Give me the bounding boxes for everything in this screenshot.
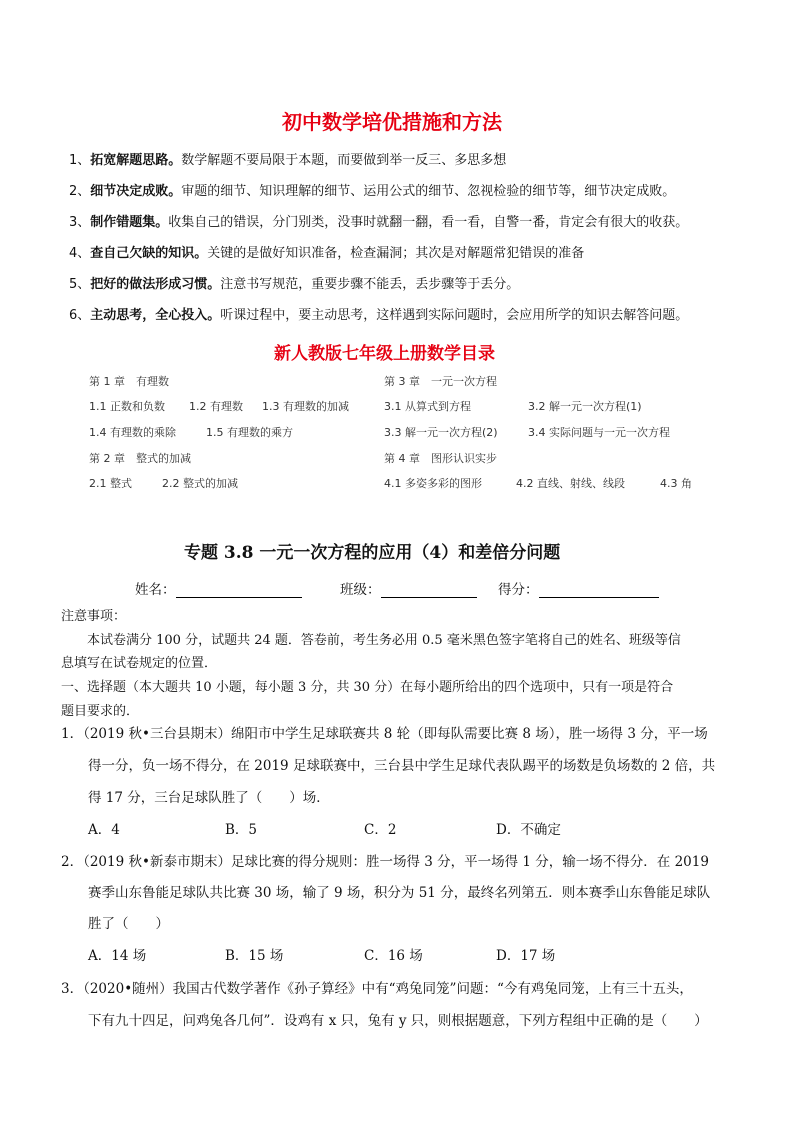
toc-item: 3.2 解一元一次方程(1) xyxy=(528,400,642,413)
notice-text: 本试卷满分 100 分，试题共 24 题．答卷前，考生务必用 0.5 毫米黑色签字笔将自己的姓名、班级等信 xyxy=(87,633,681,648)
topic-title: 专题 3.8 一元一次方程的应用（4）和差倍分问题 xyxy=(184,543,561,563)
notice-text: 息填写在试卷规定的位置． xyxy=(61,656,218,671)
toc-item: 3.3 解一元一次方程(2) xyxy=(384,426,498,439)
section-heading: 题目要求的． xyxy=(61,704,140,719)
toc-item: 2.2 整式的加减 xyxy=(162,477,238,490)
question-2: 2．（2019 秋•新泰市期末）足球比赛的得分规则：胜一场得 3 分，平一场得 1 分，输一场不得分．在 2019 xyxy=(61,854,709,870)
page-title: 初中数学培优措施和方法 xyxy=(282,110,502,134)
toc-item: 1.2 有理数 xyxy=(189,400,243,413)
option-a: A．4 xyxy=(88,822,120,838)
toc-ch4-head: 第 4 章 图形认识实步 xyxy=(384,452,497,465)
toc-item: 1.1 正数和负数 xyxy=(89,400,165,413)
toc-item: 1.4 有理数的乘除 xyxy=(89,426,176,439)
tip-3: 3、制作错题集。收集自己的错误，分门别类，没事时就翻一翻，看一看，自警一番，肯定会有很大的收获。 xyxy=(69,215,689,230)
question-1: 得一分，负一场不得分，在 2019 足球联赛中，三台县中学生足球代表队踢平的场数是负场数的 2 倍，共 xyxy=(88,758,716,774)
toc-ch1-head: 第 1 章 有理数 xyxy=(89,375,169,388)
toc-item: 4.2 直线、射线、线段 xyxy=(516,477,625,490)
toc-ch2-head: 第 2 章 整式的加减 xyxy=(89,452,191,465)
option-b: B．15 场 xyxy=(225,948,284,964)
toc-title: 新人教版七年级上册数学目录 xyxy=(274,344,495,364)
notice-heading: 注意事项： xyxy=(61,609,127,624)
section-heading: 一、选择题（本大题共 10 小题，每小题 3 分，共 30 分）在每小题所给出的四个选项中，只有一项是符合 xyxy=(61,680,674,695)
option-a: A．14 场 xyxy=(88,948,147,964)
toc-item: 1.5 有理数的乘方 xyxy=(206,426,293,439)
question-2: 胜了（ ） xyxy=(88,916,169,932)
tip-1: 1、拓宽解题思路。数学解题不要局限于本题，而要做到举一反三、多思多想 xyxy=(69,153,507,168)
question-2: 赛季山东鲁能足球队共比赛 30 场，输了 9 场，积分为 51 分，最终名列第五．则本赛季山东鲁能足球队 xyxy=(88,885,711,901)
toc-item: 1.3 有理数的加减 xyxy=(262,400,349,413)
option-b: B．5 xyxy=(225,822,258,838)
option-c: C．2 xyxy=(364,822,397,838)
tip-5: 5、把好的做法形成习惯。注意书写规范，重要步骤不能丢，丢步骤等于丢分。 xyxy=(69,277,520,292)
toc-item: 3.1 从算式到方程 xyxy=(384,400,471,413)
option-d: D．不确定 xyxy=(496,822,561,838)
question-3: 下有九十四足，问鸡兔各几何”．设鸡有 x 只，兔有 y 只，则根据题意，下列方程组中正确的是（ ） xyxy=(88,1013,708,1029)
toc-ch3-head: 第 3 章 一元一次方程 xyxy=(384,375,497,388)
toc-item: 2.1 整式 xyxy=(89,477,132,490)
question-1: 1．（2019 秋•三台县期末）绵阳市中学生足球联赛共 8 轮（即每队需要比赛 8 场），胜一场得 3 分，平一场 xyxy=(61,726,708,742)
class-field[interactable]: 班级： xyxy=(340,578,477,598)
toc-item: 4.3 角 xyxy=(660,477,692,490)
question-3: 3．（2020•随州）我国古代数学著作《孙子算经》中有“鸡兔同笼”问题：“今有鸡兔同笼，上有三十五头， xyxy=(61,981,693,997)
score-field[interactable]: 得分： xyxy=(498,578,659,598)
tip-6: 6、主动思考，全心投入。听课过程中，要主动思考，这样遇到实际问题时，会应用所学的知识去解答问题。 xyxy=(69,308,689,323)
name-field[interactable]: 姓名： xyxy=(135,578,302,598)
tip-2: 2、细节决定成败。审题的细节、知识理解的细节、运用公式的细节、忽视检验的细节等，细节决定成败。 xyxy=(69,184,676,199)
toc-item: 3.4 实际问题与一元一次方程 xyxy=(528,426,670,439)
tip-4: 4、查自己欠缺的知识。关键的是做好知识准备，检查漏洞；其次是对解题常犯错误的准备 xyxy=(69,246,585,261)
option-d: D．17 场 xyxy=(496,948,556,964)
question-1: 得 17 分，三台足球队胜了（ ）场． xyxy=(88,790,330,806)
option-c: C．16 场 xyxy=(364,948,423,964)
toc-item: 4.1 多姿多彩的图形 xyxy=(384,477,482,490)
